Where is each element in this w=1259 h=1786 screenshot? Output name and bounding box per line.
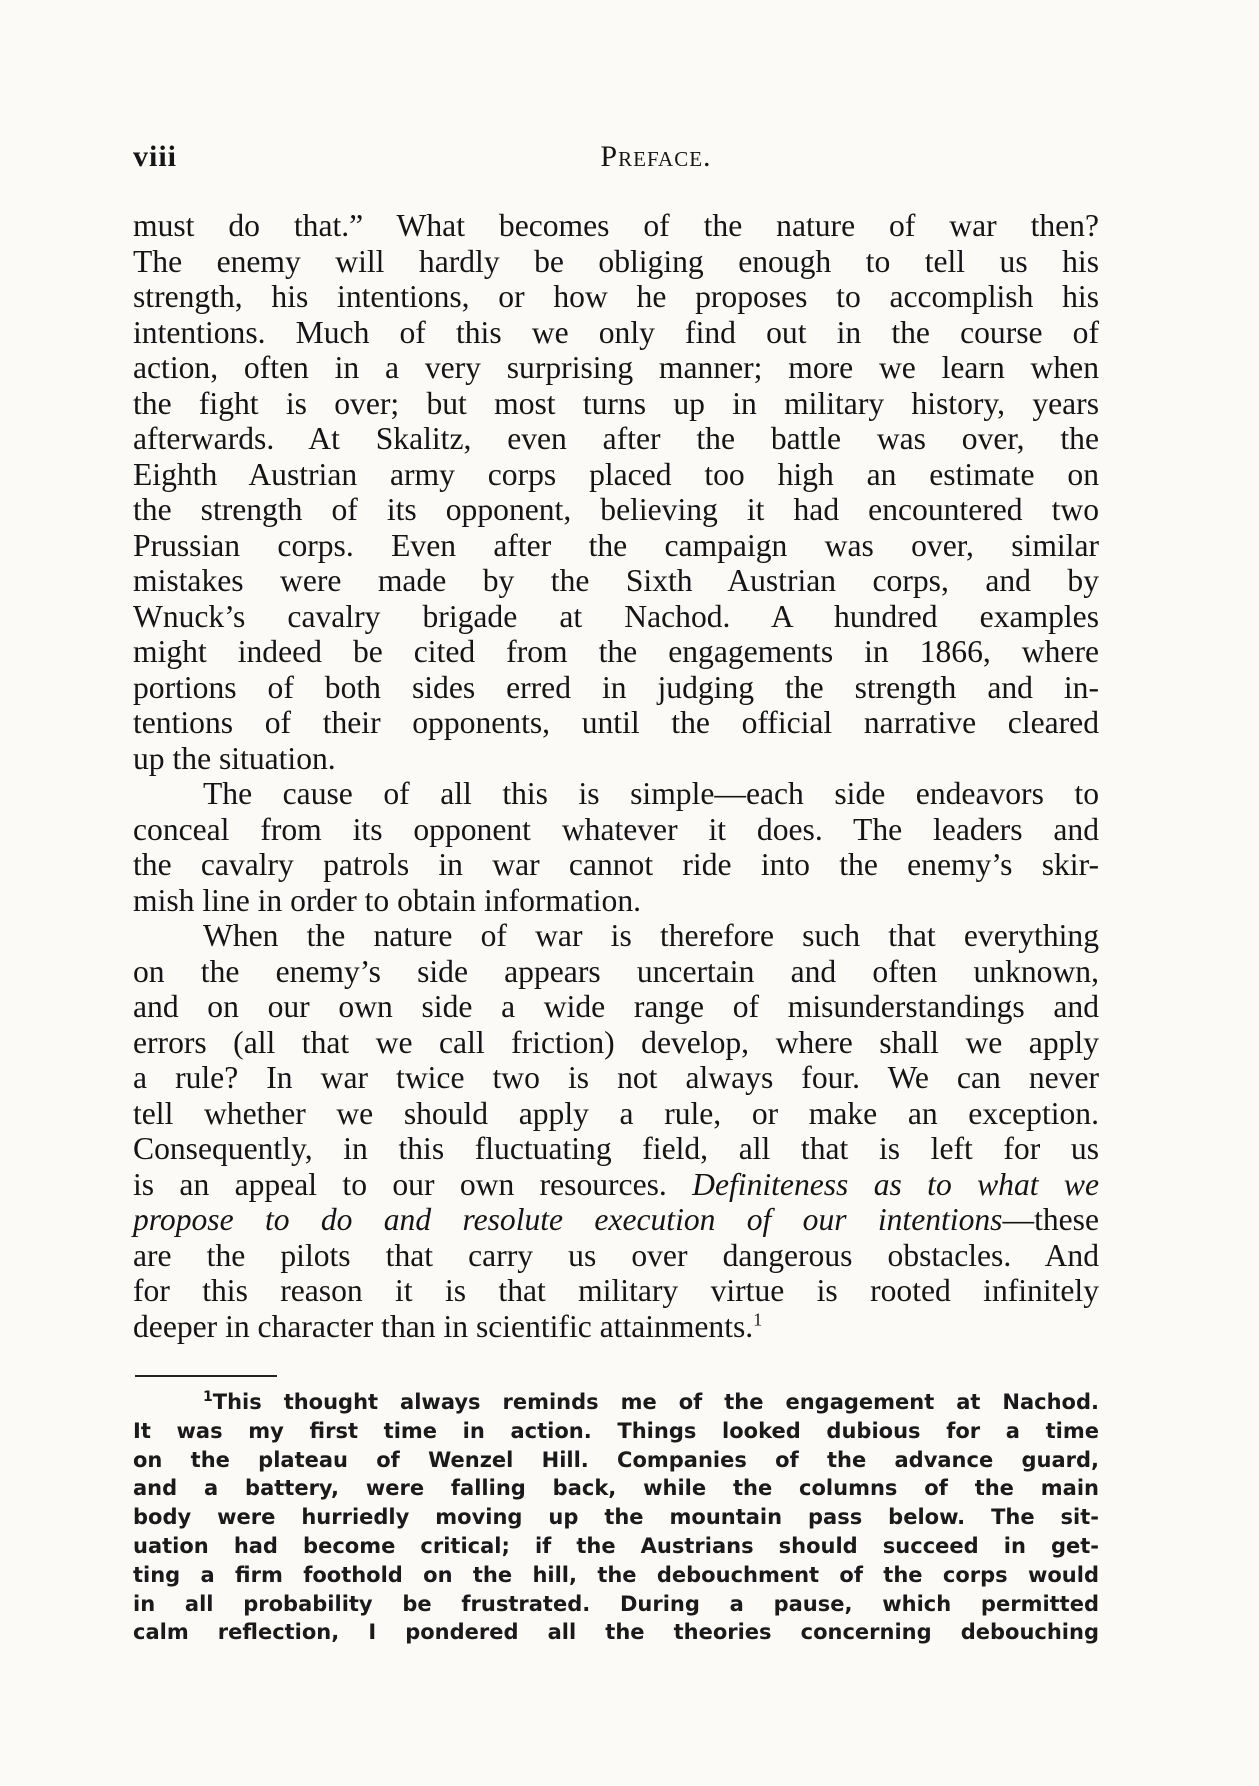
text-segment: —these [1002,1202,1099,1237]
text-line: errors (all that we call friction) develop, where shall we apply [133,1024,1099,1060]
text-line: conceal from its opponent whatever it does. The leaders and [133,811,1099,847]
text-line: tell whether we should apply a rule, or make an exception. [133,1095,1099,1131]
footnote-line: on the plateau of Wenzel Hill. Companies of the advance guard, [133,1447,1099,1472]
footnote-reference: 1 [753,1308,763,1329]
text-line: and on our own side a wide range of misunderstandings and [133,989,1099,1024]
footnote-line: uation had become critical; if the Austrians should succeed in get- [133,1533,1099,1558]
text-line: a rule? In war twice two is not always four. We can never [133,1060,1099,1095]
page-header [133,140,1099,180]
text-line: The cause of all this is simple—each side endeavors to [203,776,1099,811]
footnote-divider [135,1375,277,1377]
text-line: might indeed be cited from the engagements in 1866, where [133,634,1099,669]
text-line: mistakes were made by the Sixth Austrian corps, and by [133,563,1099,598]
footnote-line: calm reflection, I pondered all the theories concerning debouching [133,1620,1099,1645]
footnote-line: and a battery, were falling back, while the columns of the main [133,1476,1099,1501]
text-line: mish line in order to obtain information. [133,882,642,918]
footnote-marker: 1 [203,1389,213,1405]
text-line [133,1167,1099,1203]
footnote-line: ting a firm foothold on the hill, the debouchment of the corps would [133,1562,1099,1587]
running-title: Preface. [600,140,712,173]
text-segment: This thought always reminds me of the engagement at Nachod. [212,1390,1099,1414]
text-line: Consequently, in this fluctuating field, all that is left for us [133,1131,1099,1166]
footnote-line: in all probability be frustrated. During a pause, which permitted [133,1591,1099,1616]
body-text [133,208,1099,1344]
text-line [133,1309,1099,1345]
text-line: the strength of its opponent, believing it had encountered two [133,492,1099,527]
text-line: for this reason it is that military virtue is rooted infinitely [133,1273,1099,1308]
text-line: portions of both sides erred in judging the strength and in- [133,669,1099,705]
text-line: Eighth Austrian army corps placed too high an estimate on [133,456,1099,492]
text-line: Prussian corps. Even after the campaign was over, similar [133,527,1099,563]
text-segment: is an appeal to our own resources. [133,1166,667,1202]
text-line: The enemy will hardly be obliging enough to tell us his [133,243,1099,279]
text-line: are the pilots that carry us over dangerous obstacles. And [133,1237,1099,1273]
text-line: strength, his intentions, or how he proposes to accomplish his [133,279,1099,314]
emphasized-text: propose to do and resolute execution of our intentions [133,1202,1003,1237]
page-number: viii [133,140,178,173]
footnote-line: body were hurriedly moving up the mountain pass below. The sit- [133,1505,1099,1530]
text-line: the cavalry patrols in war cannot ride into the enemy’s skir- [133,847,1099,882]
text-line: action, often in a very surprising manner; more we learn when [133,350,1099,385]
text-line [133,1202,1099,1238]
text-segment: deeper in character than in scientific attainments. [133,1308,754,1344]
text-line: must do that.” What becomes of the nature of war then? [133,208,1099,243]
text-line: intentions. Much of this we only find out in the course of [133,314,1099,350]
footnote [133,1388,1099,1647]
text-line: up the situation. [133,740,336,776]
footnote-line [133,1388,1099,1417]
text-line: When the nature of war is therefore such that everything [203,918,1099,953]
text-line: on the enemy’s side appears uncertain and often unknown, [133,953,1099,989]
text-line: tentions of their opponents, until the official narrative cleared [133,705,1099,740]
footnote-line: It was my first time in action. Things looked dubious for a time [133,1418,1099,1443]
emphasized-text: Definiteness as to what we [692,1166,1100,1202]
text-line: afterwards. At Skalitz, even after the battle was over, the [133,421,1099,456]
text-line: the fight is over; but most turns up in military history, years [133,385,1099,421]
text-line: Wnuck’s cavalry brigade at Nachod. A hundred examples [133,598,1099,634]
